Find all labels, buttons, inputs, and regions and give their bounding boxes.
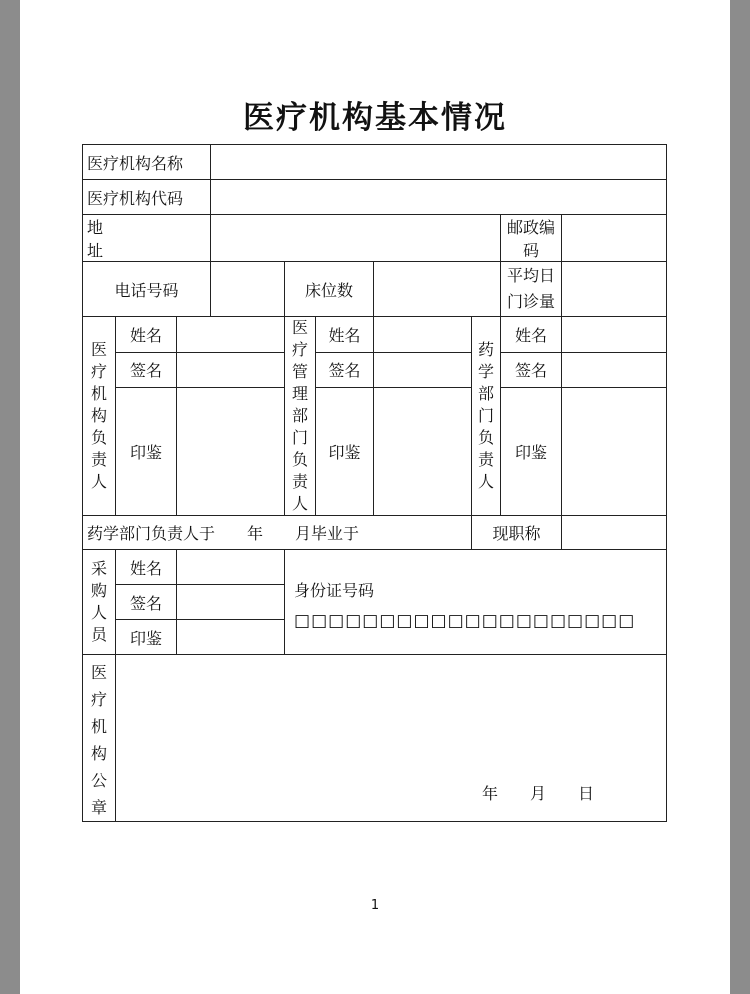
org-head-label-char: 机 bbox=[90, 384, 107, 403]
mgmt-head-label-char: 部 bbox=[292, 406, 309, 425]
org-head-name-label: 姓名 bbox=[116, 317, 177, 353]
pharm-head-sign-label: 签名 bbox=[501, 352, 562, 388]
pharm-head-seal-label: 印鉴 bbox=[501, 388, 562, 516]
pharm-head-label bbox=[472, 317, 501, 516]
pharm-head-label-char: 责 bbox=[478, 450, 495, 469]
org-code-field[interactable] bbox=[211, 180, 667, 215]
buyer-sign-field[interactable] bbox=[177, 585, 285, 620]
org-head-sign-label: 签名 bbox=[116, 352, 177, 388]
org-code-label: 医疗机构代码 bbox=[83, 180, 211, 215]
org-name-field[interactable] bbox=[211, 145, 667, 180]
info-form bbox=[82, 144, 667, 822]
buyer-label-char: 采 bbox=[90, 559, 107, 578]
seal-date-label: 年 月 日 bbox=[482, 784, 595, 803]
postcode-label: 邮政编码 bbox=[501, 215, 562, 262]
org-head-label-char: 构 bbox=[90, 406, 107, 425]
org-head-seal-label: 印鉴 bbox=[116, 388, 177, 516]
org-seal-label bbox=[83, 655, 116, 822]
org-seal-field[interactable] bbox=[116, 655, 667, 822]
buyer-label-char: 员 bbox=[90, 625, 107, 644]
pharm-head-name-label: 姓名 bbox=[501, 317, 562, 353]
buyer-label bbox=[83, 550, 116, 655]
org-head-name-field[interactable] bbox=[177, 317, 285, 353]
mgmt-head-label-char: 理 bbox=[292, 384, 309, 403]
beds-field[interactable] bbox=[374, 262, 501, 317]
id-number-cell bbox=[285, 550, 667, 655]
org-head-label bbox=[83, 317, 116, 516]
mgmt-head-sign-label: 签名 bbox=[316, 352, 374, 388]
buyer-label-char: 人 bbox=[90, 603, 107, 622]
address-field[interactable] bbox=[211, 215, 501, 262]
beds-label: 床位数 bbox=[285, 262, 374, 317]
graduation-label: 药学部门负责人于 年 月毕业于 bbox=[83, 516, 472, 550]
pharm-head-label-char: 学 bbox=[478, 362, 495, 381]
pharm-head-name-field[interactable] bbox=[562, 317, 667, 353]
job-title-label: 现职称 bbox=[472, 516, 562, 550]
pharm-head-sign-field[interactable] bbox=[562, 352, 667, 388]
phone-field[interactable] bbox=[211, 262, 285, 317]
mgmt-head-label-char: 人 bbox=[292, 494, 309, 513]
mgmt-head-sign-field[interactable] bbox=[374, 352, 472, 388]
mgmt-head-name-label: 姓名 bbox=[316, 317, 374, 353]
org-seal-label-char: 构 bbox=[90, 744, 107, 763]
org-head-seal-field[interactable] bbox=[177, 388, 285, 516]
org-head-sign-field[interactable] bbox=[177, 352, 285, 388]
daily-visits-field[interactable] bbox=[562, 262, 667, 317]
mgmt-head-label-char: 疗 bbox=[292, 340, 309, 359]
org-head-label-char: 人 bbox=[90, 472, 107, 491]
document-page bbox=[20, 0, 730, 994]
org-name-label: 医疗机构名称 bbox=[83, 145, 211, 180]
org-head-label-char: 疗 bbox=[90, 362, 107, 381]
document-title: 医疗机构基本情况 bbox=[243, 100, 507, 136]
org-seal-label-char: 公 bbox=[90, 771, 107, 790]
job-title-field[interactable] bbox=[562, 516, 667, 550]
postcode-field[interactable] bbox=[562, 215, 667, 262]
id-number-label: 身份证号码 bbox=[294, 580, 375, 600]
buyer-name-field[interactable] bbox=[177, 550, 285, 585]
org-head-label-char: 医 bbox=[90, 340, 107, 359]
pharm-head-label-char: 部 bbox=[478, 384, 495, 403]
mgmt-head-seal-field[interactable] bbox=[374, 388, 472, 516]
pharm-head-label-char: 药 bbox=[478, 340, 495, 359]
mgmt-head-label bbox=[285, 317, 316, 516]
daily-visits-label-line2: 门诊量 bbox=[507, 292, 556, 311]
id-number-boxes[interactable]: □□□□□□□□□□□□□□□□□□□□ bbox=[294, 610, 636, 631]
mgmt-head-label-char: 管 bbox=[292, 362, 309, 381]
daily-visits-label-line1: 平均日 bbox=[507, 266, 556, 285]
buyer-seal-label: 印鉴 bbox=[116, 620, 177, 655]
buyer-name-label: 姓名 bbox=[116, 550, 177, 585]
org-seal-label-char: 医 bbox=[90, 663, 107, 682]
pharm-head-label-char: 负 bbox=[478, 428, 495, 447]
mgmt-head-label-char: 医 bbox=[292, 318, 309, 337]
pharm-head-label-char: 人 bbox=[478, 472, 495, 491]
mgmt-head-label-char: 负 bbox=[292, 450, 309, 469]
mgmt-head-name-field[interactable] bbox=[374, 317, 472, 353]
mgmt-head-label-char: 门 bbox=[292, 428, 309, 447]
mgmt-head-label-char: 责 bbox=[292, 472, 309, 491]
org-seal-label-char: 机 bbox=[90, 717, 107, 736]
buyer-label-char: 购 bbox=[90, 581, 107, 600]
daily-visits-label bbox=[501, 262, 562, 317]
org-head-label-char: 负 bbox=[90, 428, 107, 447]
pharm-head-seal-field[interactable] bbox=[562, 388, 667, 516]
buyer-seal-field[interactable] bbox=[177, 620, 285, 655]
mgmt-head-seal-label: 印鉴 bbox=[316, 388, 374, 516]
phone-label: 电话号码 bbox=[83, 262, 211, 317]
org-head-label-char: 责 bbox=[90, 450, 107, 469]
address-label: 地 址 bbox=[83, 215, 211, 262]
pharm-head-label-char: 门 bbox=[478, 406, 495, 425]
org-seal-label-char: 疗 bbox=[90, 690, 107, 709]
buyer-sign-label: 签名 bbox=[116, 585, 177, 620]
page-number: 1 bbox=[370, 898, 380, 913]
org-seal-label-char: 章 bbox=[90, 798, 107, 817]
